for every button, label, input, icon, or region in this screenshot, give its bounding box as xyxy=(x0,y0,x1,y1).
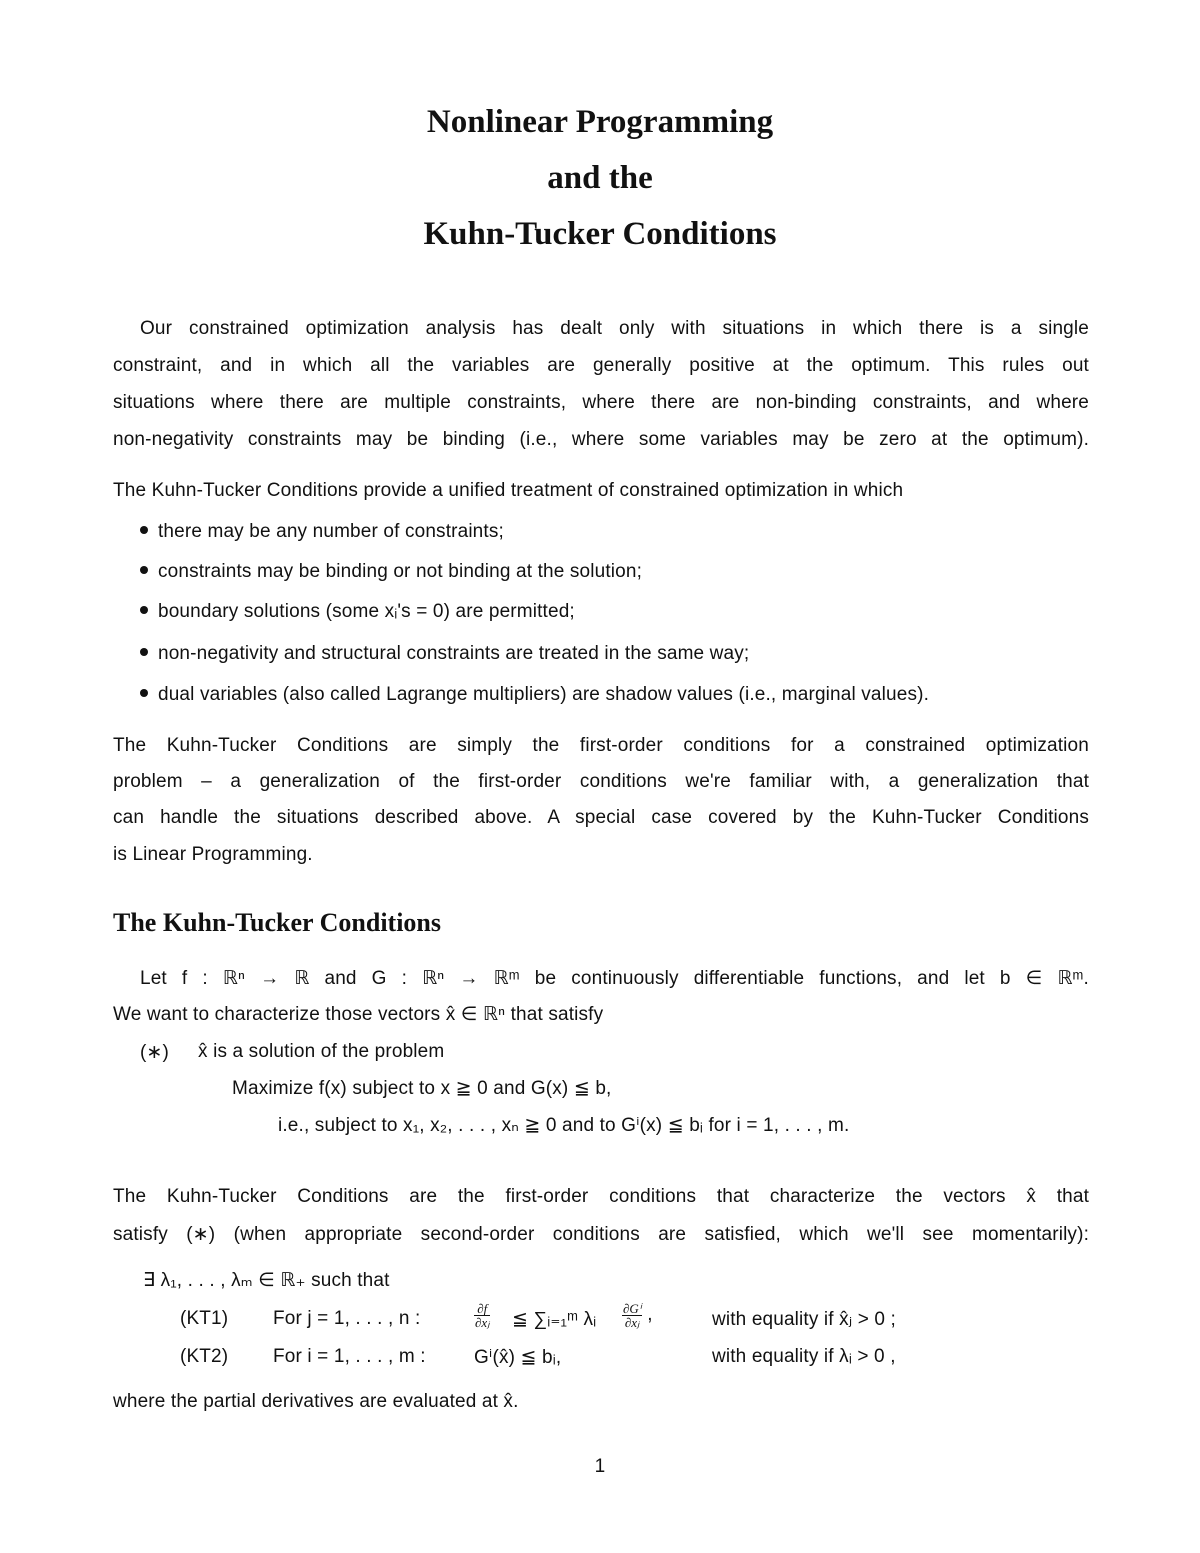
kt2-label: (KT2) xyxy=(180,1346,229,1367)
title-line-2: and the xyxy=(547,160,653,196)
bullet-item: dual variables (also called Lagrange multipliers) are shadow values (i.e., marginal values). xyxy=(140,684,929,706)
kt1-for: For j = 1, . . . , n : xyxy=(273,1308,421,1329)
bullet-icon xyxy=(140,648,148,656)
title-line-1: Nonlinear Programming xyxy=(426,104,774,140)
para2-line-2: problem – a generalization of the first-order conditions we're familiar with, a generalization that xyxy=(113,771,1089,792)
intro-line-3: situations where there are multiple constraints, where there are non-binding constraints, and where xyxy=(113,392,1089,413)
page-number: 1 xyxy=(594,1456,606,1477)
kt2-for: For i = 1, . . . , m : xyxy=(273,1346,426,1367)
intro-line-2: constraint, and in which all the variables are generally positive at the optimum. This rules out xyxy=(113,355,1089,376)
star-label: (∗) xyxy=(140,1042,170,1063)
intro-lead: The Kuhn-Tucker Conditions provide a unified treatment of constrained optimization in which xyxy=(113,480,904,501)
section-heading: The Kuhn-Tucker Conditions xyxy=(113,908,442,937)
kt2-condition: with equality if λᵢ > 0 , xyxy=(712,1346,896,1367)
kt1-frac-df: $\frac{\partial f}{\text{∂xⱼ}}$ xyxy=(475,1301,490,1330)
bullet-icon xyxy=(140,606,148,614)
kt1-condition: with equality if x̂ⱼ > 0 ; xyxy=(712,1309,896,1330)
bullet-item: boundary solutions (some xᵢ's = 0) are permitted; xyxy=(140,601,575,623)
where-line: where the partial derivatives are evaluated at x̂. xyxy=(113,1391,519,1412)
bullet-icon xyxy=(140,526,148,534)
let-line: Let f : ℝⁿ → ℝ and G : ℝⁿ → ℝᵐ be continuously differentiable functions, and let b ∈ ℝᵐ. xyxy=(140,968,1089,989)
kt1-relation: ≦ ∑ᵢ₌₁ᵐ λᵢ xyxy=(512,1309,597,1330)
bullet-item: non-negativity and structural constraints are treated in the same way; xyxy=(140,643,749,665)
exists-line: ∃ λ₁, . . . , λₘ ∈ ℝ₊ such that xyxy=(143,1270,390,1291)
want-line: We want to characterize those vectors x̂ ∈ ℝⁿ that satisfy xyxy=(113,1004,604,1025)
kt1-frac-dg: $\frac{\text{∂Gⁱ}}{\text{∂xⱼ}}$ , xyxy=(623,1301,653,1330)
intro-line-4: non-negativity constraints may be binding (i.e., where some variables may be zero at the optimum). xyxy=(113,429,1089,450)
title-line-3: Kuhn-Tucker Conditions xyxy=(423,216,777,252)
para2-line-3: can handle the situations described above. A special case covered by the Kuhn-Tucker Conditions xyxy=(113,807,1089,828)
para2-line-4: is Linear Programming. xyxy=(113,844,313,865)
star-text: x̂ is a solution of the problem xyxy=(198,1041,445,1062)
kt1-label: (KT1) xyxy=(180,1308,229,1329)
bullet-icon xyxy=(140,566,148,574)
kt-intro-line-2: satisfy (∗) (when appropriate second-order conditions are satisfied, which we'll see momentarily): xyxy=(113,1224,1089,1245)
kt-intro-line-1: The Kuhn-Tucker Conditions are the first-order conditions that characterize the vectors x̂ that xyxy=(113,1186,1089,1207)
para2-line-1: The Kuhn-Tucker Conditions are simply the first-order conditions for a constrained optimization xyxy=(113,735,1089,756)
maximize-line: Maximize f(x) subject to x ≧ 0 and G(x) ≦ b, xyxy=(232,1078,612,1099)
bullet-item: constraints may be binding or not binding at the solution; xyxy=(140,561,642,583)
bullet-item: there may be any number of constraints; xyxy=(140,521,504,543)
intro-line-1: Our constrained optimization analysis has dealt only with situations in which there is a single xyxy=(140,318,1089,339)
ie-line: i.e., subject to x₁, x₂, . . . , xₙ ≧ 0 and to Gⁱ(x) ≦ bᵢ for i = 1, . . . , m. xyxy=(278,1115,850,1136)
bullet-icon xyxy=(140,689,148,697)
kt2-expression: Gⁱ(x̂) ≦ bᵢ, xyxy=(474,1347,562,1368)
